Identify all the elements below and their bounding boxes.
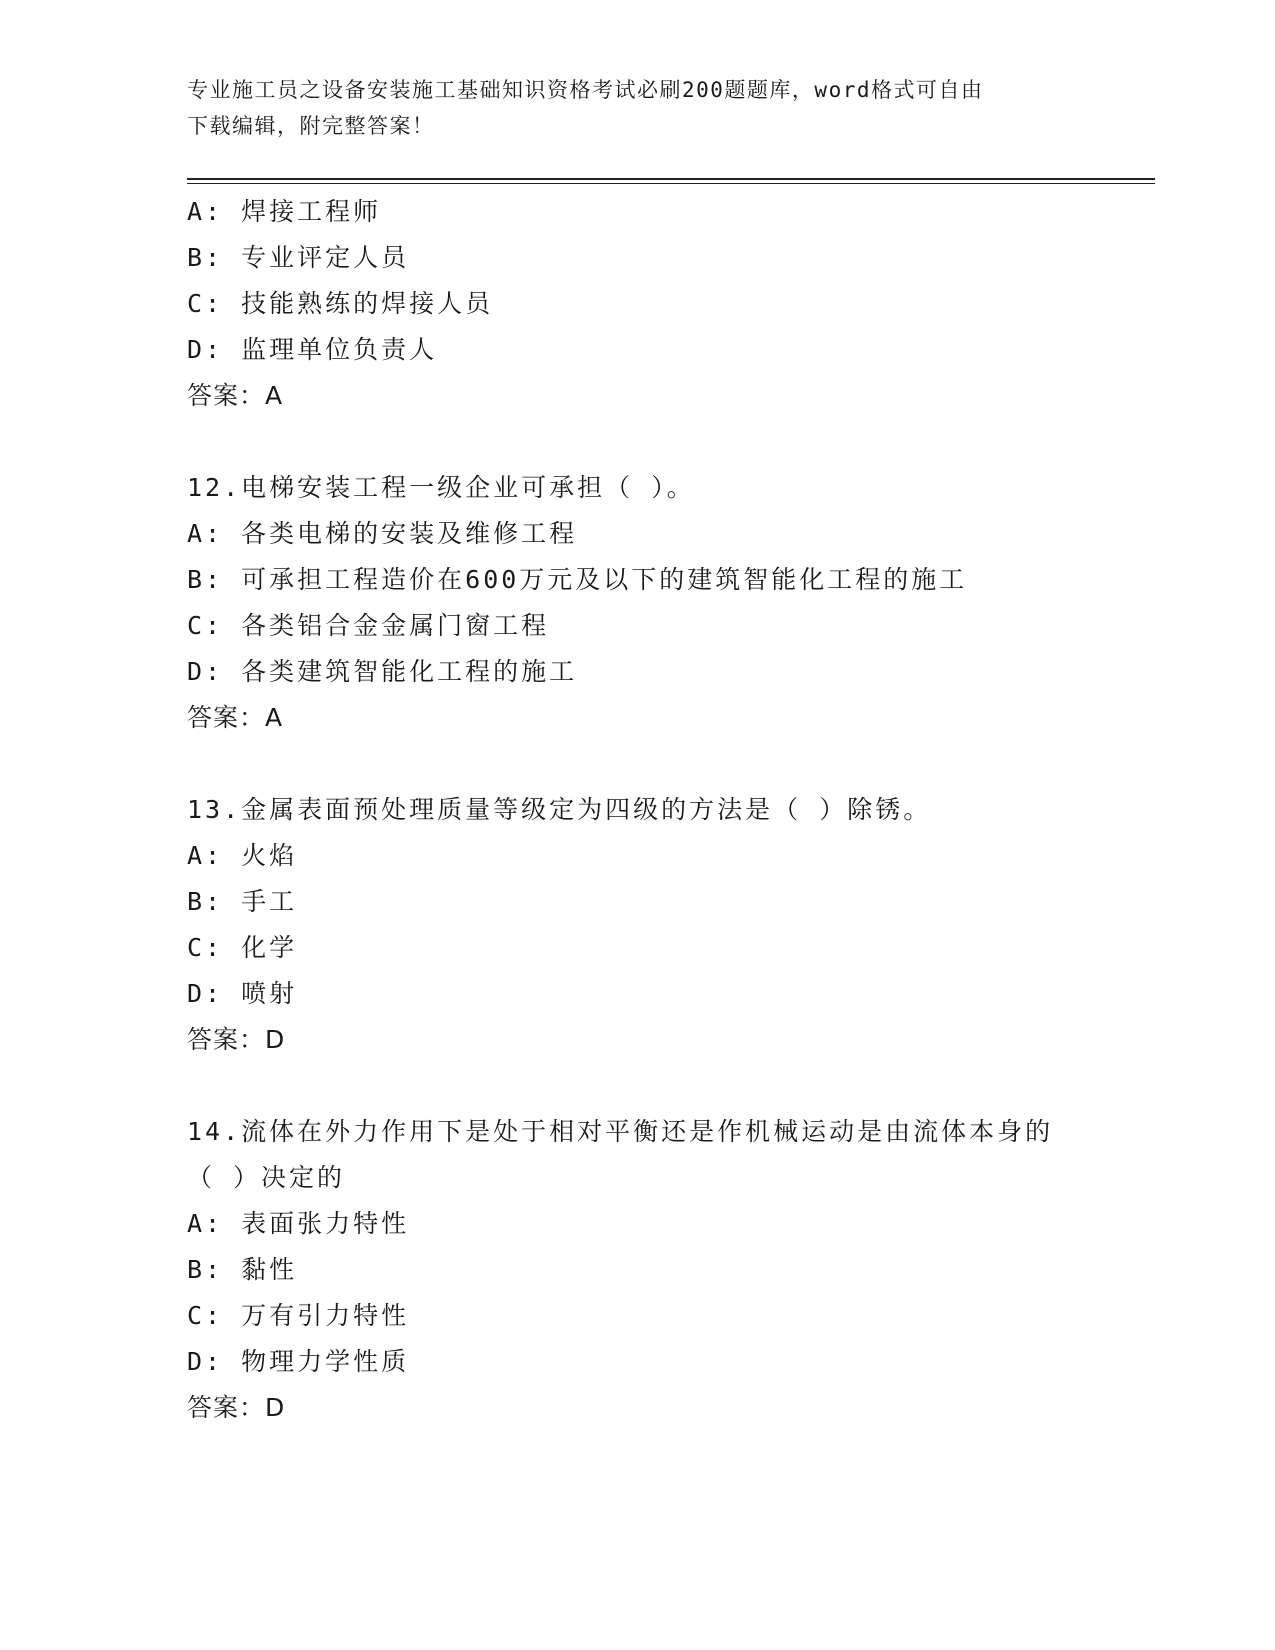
option-c: C: 各类铝合金金属门窗工程 xyxy=(187,611,550,640)
option-c: C: 化学 xyxy=(187,933,298,962)
option-c: C: 万有引力特性 xyxy=(187,1301,410,1330)
question-list xyxy=(187,189,1155,1431)
question-text-line-1: 14.流体在外力作用下是处于相对平衡还是作机械运动是由流体本身的 xyxy=(187,1117,1054,1146)
document-header xyxy=(187,72,1077,144)
spacer xyxy=(187,741,1155,787)
question-text: 12.电梯安装工程一级企业可承担（ ）。 xyxy=(187,473,695,502)
spacer xyxy=(187,419,1155,465)
option-a: A: 火焰 xyxy=(187,841,298,870)
header-line-1: 专业施工员之设备安装施工基础知识资格考试必刷200题题库，word格式可自由 xyxy=(187,78,984,102)
option-d: D: 喷射 xyxy=(187,979,298,1008)
question-text: 13.金属表面预处理质量等级定为四级的方法是（ ）除锈。 xyxy=(187,795,932,824)
question-11 xyxy=(187,189,1155,419)
question-13 xyxy=(187,787,1155,1063)
answer: 答案：D xyxy=(187,1393,286,1422)
option-a: A: 表面张力特性 xyxy=(187,1209,410,1238)
answer: 答案：A xyxy=(187,703,284,732)
option-d: D: 物理力学性质 xyxy=(187,1347,410,1376)
option-b: B: 可承担工程造价在600万元及以下的建筑智能化工程的施工 xyxy=(187,565,968,594)
header-divider-thick xyxy=(187,178,1155,180)
answer: 答案：D xyxy=(187,1025,286,1054)
question-text-line-2: （ ）决定的 xyxy=(187,1163,346,1192)
header-line-2: 下载编辑，附完整答案！ xyxy=(187,114,435,138)
question-14 xyxy=(187,1109,1155,1431)
header-divider-thin xyxy=(187,183,1155,184)
option-a: A: 焊接工程师 xyxy=(187,197,382,226)
answer: 答案：A xyxy=(187,381,284,410)
option-b: B: 黏性 xyxy=(187,1255,298,1284)
question-12 xyxy=(187,465,1155,741)
option-c: C: 技能熟练的焊接人员 xyxy=(187,289,494,318)
spacer xyxy=(187,1063,1155,1109)
option-d: D: 监理单位负责人 xyxy=(187,335,438,364)
option-b: B: 专业评定人员 xyxy=(187,243,410,272)
option-d: D: 各类建筑智能化工程的施工 xyxy=(187,657,578,686)
option-a: A: 各类电梯的安装及维修工程 xyxy=(187,519,578,548)
option-b: B: 手工 xyxy=(187,887,298,916)
